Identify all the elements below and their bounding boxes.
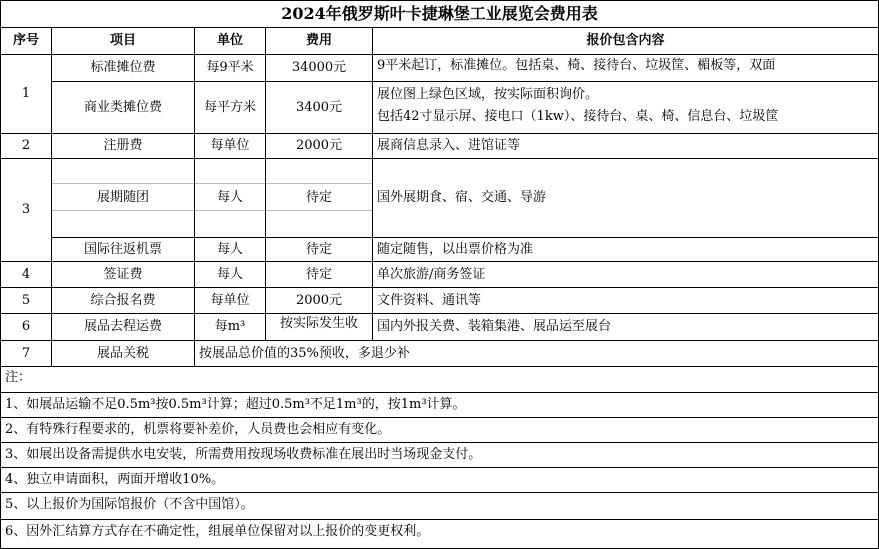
- row-unit: 每单位: [210, 138, 250, 153]
- note-item: 2、有特殊行程要求的，机票将要补差价，人员费也会相应有变化。: [5, 422, 391, 437]
- grid-line: [51, 28, 52, 366]
- row-content: 按展品总价值的35%预收，多退少补: [199, 346, 410, 361]
- note-item: 1、如展品运输不足0.5m³按0.5m³计算；超过0.5m³不足1m³的，按1m³计算。: [5, 397, 466, 412]
- grid-line: [1, 54, 878, 55]
- row-fee: 2000元: [295, 293, 343, 308]
- row-content: 随定随售，以出票价格为准: [377, 242, 534, 257]
- grid-line: [52, 210, 372, 211]
- grid-line: [1, 417, 878, 418]
- grid-line: [1, 158, 878, 159]
- grid-line: [1, 442, 878, 443]
- row-unit: 每人: [216, 267, 243, 282]
- grid-line: [52, 81, 878, 82]
- row-content: 展位图上绿色区域，按实际面积询价。: [377, 87, 599, 102]
- grid-line: [1, 313, 878, 314]
- row-content: 国内外报关费、装箱集港、展品运至展台: [377, 319, 612, 334]
- grid-line: [1, 492, 878, 493]
- row-content: 展商信息录入、进馆证等: [377, 138, 521, 153]
- note-item: 4、独立申请面积，两面开增收10%。: [5, 472, 225, 487]
- row-content: 文件资料、通讯等: [377, 293, 482, 308]
- header-item: 项目: [109, 33, 136, 48]
- grid-line: [1, 340, 878, 341]
- row-fee: 34000元: [291, 60, 347, 75]
- row-content: 单次旅游/商务签证: [377, 267, 486, 282]
- row-unit: 每平方米: [203, 100, 256, 115]
- row-item: 签证费: [103, 267, 143, 282]
- header-unit: 单位: [216, 33, 243, 48]
- row-content: 9平米起订，标准摊位。包括桌、椅、接待台、垃圾筐、楣板等，双面: [377, 58, 776, 73]
- header-fee: 费用: [305, 33, 332, 48]
- row-seq: 2: [21, 138, 31, 153]
- row-seq: 6: [21, 319, 31, 334]
- grid-line: [372, 28, 373, 340]
- grid-line: [1, 392, 878, 393]
- grid-line: [1, 519, 878, 520]
- row-content-2: 包括42寸显示屏、接电口（1kw）、接待台、桌、椅、信息台、垃圾筐: [377, 109, 779, 124]
- grid-line: [52, 183, 372, 184]
- row-fee: 待定: [305, 242, 332, 257]
- row-seq: 3: [21, 202, 31, 217]
- row-unit: 每人: [216, 190, 243, 205]
- header-seq: 序号: [12, 33, 39, 48]
- grid-line: [1, 261, 878, 262]
- note-item: 6、因外汇结算方式存在不确定性，组展单位保留对以上报价的变更权利。: [5, 524, 430, 539]
- row-item: 展品去程运费: [83, 319, 162, 334]
- row-fee: 3400元: [295, 100, 343, 115]
- row-item: 综合报名费: [90, 293, 156, 308]
- row-item: 商业类摊位费: [83, 100, 162, 115]
- row-fee: 待定: [305, 190, 332, 205]
- notes-label: 注：: [5, 370, 32, 385]
- row-item: 标准摊位费: [90, 60, 156, 75]
- grid-line: [1, 133, 878, 134]
- row-unit: 每9平米: [206, 60, 254, 75]
- row-fee: 按实际发生收: [279, 316, 358, 331]
- row-unit: 每m³: [214, 319, 246, 334]
- grid-line: [1, 287, 878, 288]
- grid-line: [52, 237, 878, 238]
- row-item: 展品关税: [96, 346, 149, 361]
- grid-line: [265, 28, 266, 340]
- row-seq: 1: [21, 86, 31, 101]
- row-unit: 每单位: [210, 293, 250, 308]
- row-content: 国外展期食、宿、交通、导游: [377, 190, 547, 205]
- note-item: 5、以上报价为国际馆报价（不含中国馆）。: [5, 497, 254, 512]
- row-seq: 4: [21, 267, 31, 282]
- row-seq: 7: [21, 346, 31, 361]
- row-fee: 待定: [305, 267, 332, 282]
- grid-line: [1, 366, 878, 367]
- row-unit: 每人: [216, 242, 243, 257]
- row-item: 展期随团: [96, 190, 149, 205]
- grid-line: [194, 28, 195, 366]
- row-item: 注册费: [103, 138, 143, 153]
- row-item: 国际往返机票: [83, 242, 162, 257]
- row-seq: 5: [21, 293, 31, 308]
- note-item: 3、如展出设备需提供水电安装，所需费用按现场收费标准在展出时当场现金支付。: [5, 447, 482, 462]
- grid-line: [1, 467, 878, 468]
- row-fee: 2000元: [295, 138, 343, 153]
- header-content: 报价包含内容: [586, 33, 665, 48]
- table-title: 2024年俄罗斯叶卡捷琳堡工业展览会费用表: [1, 1, 878, 28]
